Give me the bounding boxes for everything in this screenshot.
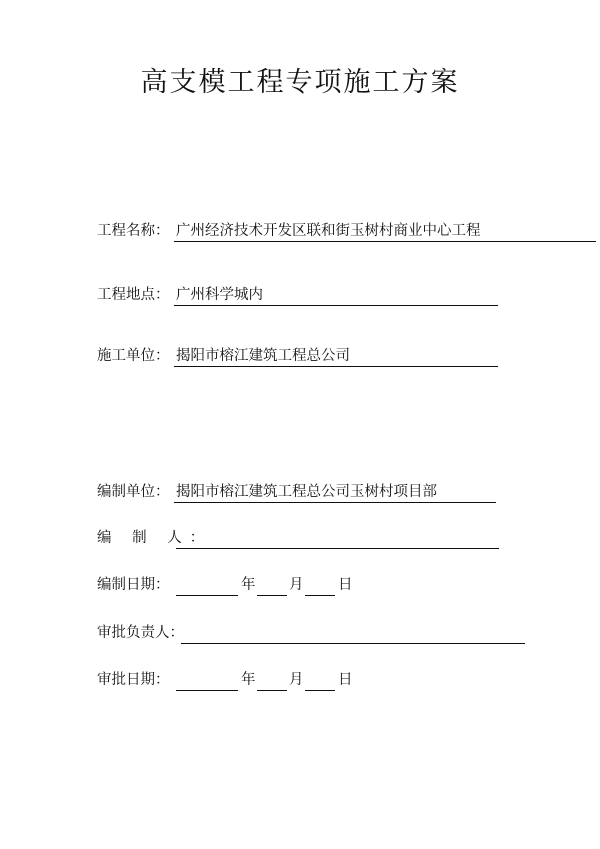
- approval-day-unit: 日: [338, 672, 353, 688]
- prepared-by-label: 编 制 人：: [97, 530, 213, 546]
- preparation-date-label: 编制日期：: [97, 577, 170, 593]
- preparation-year-blank: [176, 575, 238, 596]
- approver-blank: [181, 623, 525, 644]
- project-location-label: 工程地点：: [97, 287, 170, 303]
- prepared-by-blank: [176, 528, 499, 549]
- project-location-value: 广州科学城内: [174, 285, 498, 306]
- approval-day-blank: [305, 670, 335, 691]
- approval-year-blank: [176, 670, 238, 691]
- construction-unit-value: 揭阳市榕江建筑工程总公司: [174, 346, 498, 367]
- approval-date-label: 审批日期：: [97, 672, 170, 688]
- preparation-month-unit: 月: [289, 577, 304, 593]
- preparation-unit-label: 编制单位：: [97, 484, 170, 500]
- approval-month-blank: [257, 670, 287, 691]
- approval-month-unit: 月: [289, 672, 304, 688]
- project-name-value: 广州经济技术开发区联和街玉树村商业中心工程: [174, 221, 596, 242]
- approver-label: 审批负责人：: [97, 625, 184, 641]
- preparation-year-unit: 年: [241, 577, 256, 593]
- approval-year-unit: 年: [241, 672, 256, 688]
- preparation-day-unit: 日: [338, 577, 353, 593]
- project-name-label: 工程名称：: [97, 223, 170, 239]
- preparation-month-blank: [257, 575, 287, 596]
- preparation-day-blank: [305, 575, 335, 596]
- preparation-unit-value: 揭阳市榕江建筑工程总公司玉树村项目部: [174, 482, 496, 503]
- construction-unit-label: 施工单位：: [97, 348, 170, 364]
- document-title: 高支模工程专项施工方案: [140, 67, 460, 98]
